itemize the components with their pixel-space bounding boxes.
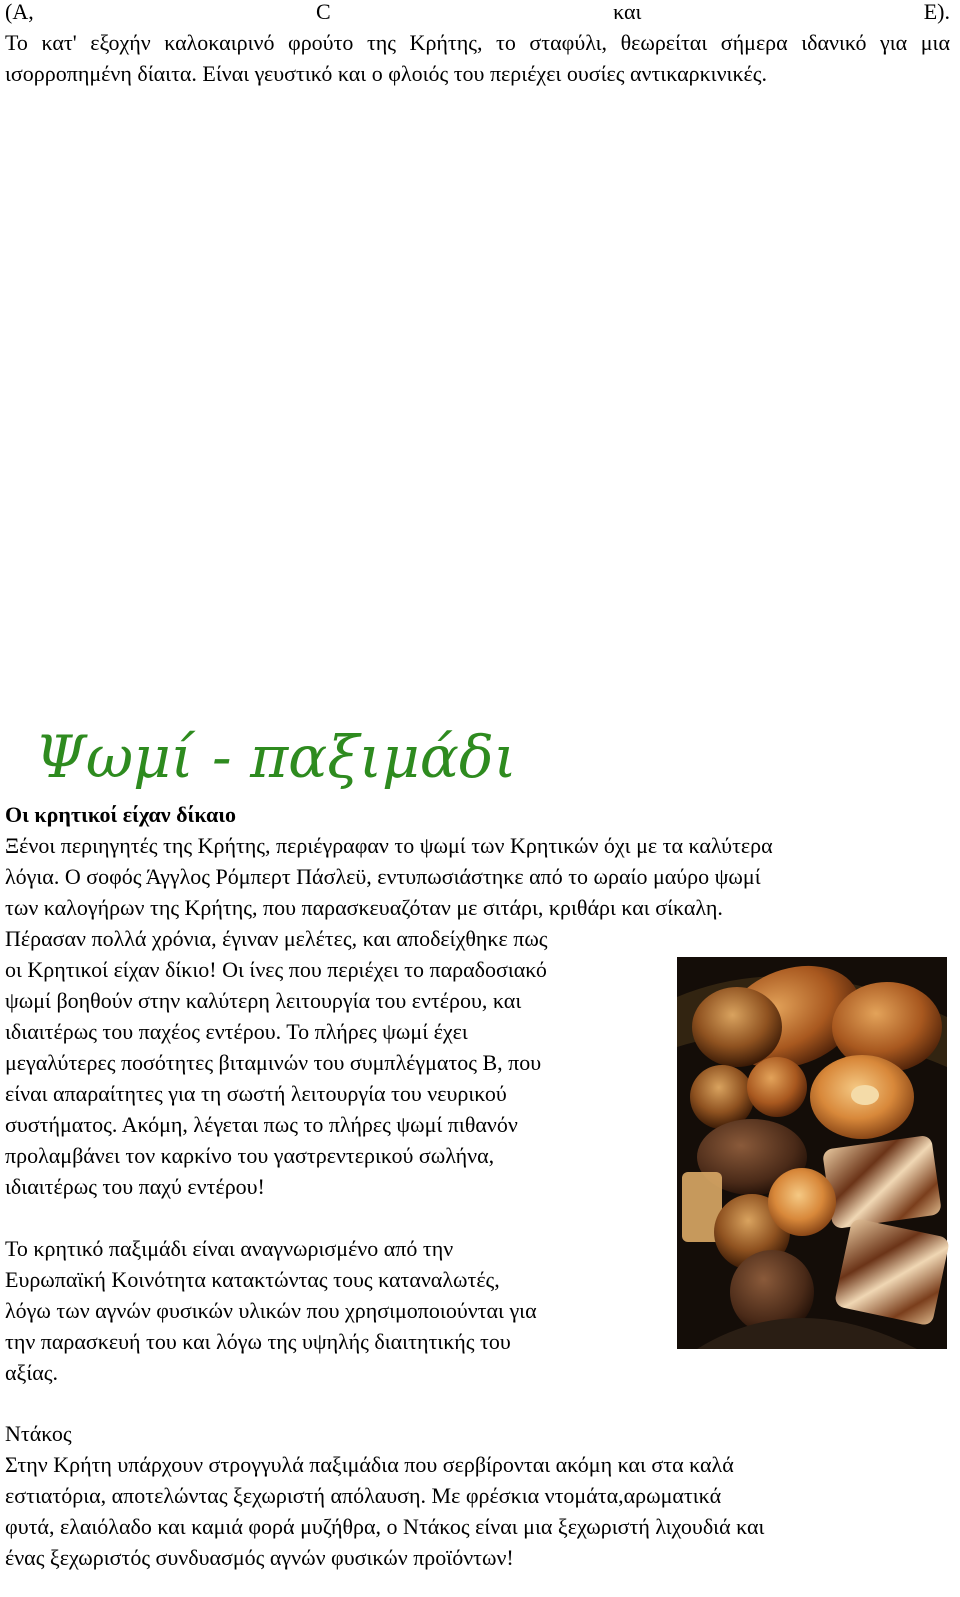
paximadi-line: την παρασκευή του και λόγω της υψηλής διαιτητικής του [5, 1329, 511, 1354]
section-logo-text: Ψωμί - παξιμάδι [35, 723, 517, 791]
section-line: Πέρασαν πολλά χρόνια, έγιναν μελέτες, και αποδείχθηκε πως [5, 926, 548, 951]
section-line: προλαμβάνει τον καρκίνο του γαστρεντερικού σωλήνα, [5, 1143, 495, 1168]
section-line: Ξένοι περιηγητές της Κρήτης, περιέγραφαν το ψωμί των Κρητικών όχι με τα καλύτερα [5, 833, 773, 858]
vitamins-e: E). [923, 0, 950, 24]
paximadi-line: λόγω των αγνών φυσικών υλικών που χρησιμοποιούνται για [5, 1298, 537, 1323]
vitamins-line [5, 0, 950, 27]
section-line: ιδιαιτέρως του παχύ εντέρου! [5, 1174, 265, 1199]
ntakos-line: φυτά, ελαιόλαδο και καμιά φορά μυζήθρα, ο Ντάκος είναι μια ξεχωριστή λιχουδιά και [5, 1514, 765, 1539]
section-line: των καλογήρων της Κρήτης, που παρασκευαζόταν με σιτάρι, κριθάρι και σίκαλη. [5, 895, 723, 920]
ntakos-title: Ντάκος [5, 1421, 72, 1446]
paximadi-line: Το κρητικό παξιμάδι είναι αναγνωρισμένο από την [5, 1236, 454, 1261]
section-line: ιδιαιτέρως του παχέος εντέρου. Το πλήρες ψωμί έχει [5, 1019, 468, 1044]
vitamins-c: C [316, 0, 331, 24]
vitamins-a: (A, [5, 0, 34, 24]
ntakos-line: εστιατόρια, αποτελώντας ξεχωριστή απόλαυση. Με φρέσκια ντομάτα,αρωματικά [5, 1483, 722, 1508]
section-line: λόγια. Ο σοφός Άγγλος Ρόμπερτ Πάσλεϋ, εντυπωσιάστηκε από το ωραίο μαύρο ψωμί [5, 864, 761, 889]
bread-basket-photo [677, 957, 947, 1349]
section-line: συστήματος. Ακόμη, λέγεται πως το πλήρες ψωμί πιθανόν [5, 1112, 518, 1137]
paximadi-line: Ευρωπαϊκή Κοινότητα κατακτώντας τους καταναλωτές, [5, 1267, 500, 1292]
paximadi-line: αξίας. [5, 1360, 58, 1385]
bread-photo-illustration [677, 957, 947, 1349]
section-line: μεγαλύτερες ποσότητες βιταμινών του συμπλέγματος Β, που [5, 1050, 542, 1075]
section-line: είναι απαραίτητες για τη σωστή λειτουργία του νευρικού [5, 1081, 507, 1106]
vitamins-kai: και [613, 0, 642, 24]
grape-paragraph: Το κατ' εξοχήν καλοκαιρινό φρούτο της Κρήτης, το σταφύλι, θεωρείται σήμερα ιδανικό για μια ισορροπημένη δίαιτα. Είναι γευστικό και ο φλοιός του περιέχει ουσίες αντικαρκινικές. [5, 30, 950, 86]
section-line: οι Κρητικοί είχαν δίκιο! Οι ίνες που περιέχει το παραδοσιακό [5, 957, 547, 982]
ntakos-line: ένας ξεχωριστός συνδυασμός αγνών φυσικών προϊόντων! [5, 1545, 514, 1570]
section-subtitle: Οι κρητικοί είχαν δίκαιο [5, 802, 237, 827]
ntakos-line: Στην Κρήτη υπάρχουν στρογγυλά παξιμάδια που σερβίρονται ακόμη και στα καλά [5, 1452, 734, 1477]
section-line: ψωμί βοηθούν στην καλύτερη λειτουργία του εντέρου, και [5, 988, 522, 1013]
